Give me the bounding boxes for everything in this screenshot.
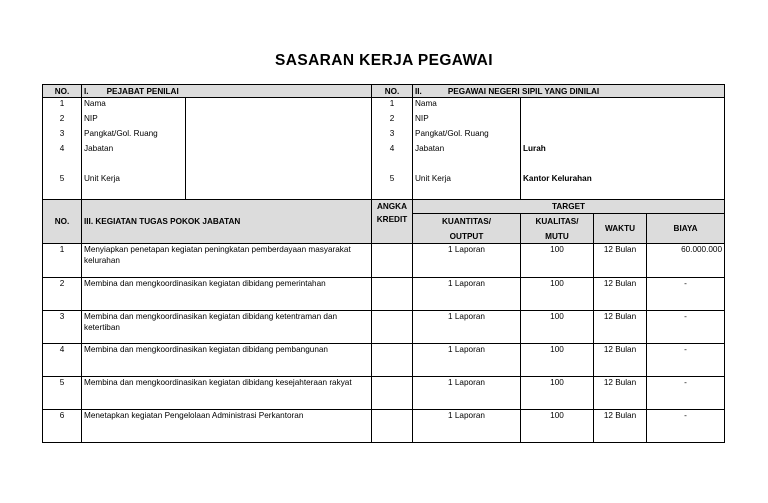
task-row: [43, 311, 725, 344]
task-row: [43, 377, 725, 410]
kuantitas-header: KUANTITAS/: [413, 214, 521, 230]
pns-dinilai-header: II. PEGAWAI NEGERI SIPIL YANG DINILAI: [413, 85, 725, 98]
pns-row-no: 1: [372, 98, 413, 113]
identity-row: [43, 128, 725, 143]
task-row: [43, 344, 725, 377]
output-header: OUTPUT: [413, 230, 521, 244]
task-description: Menetapkan kegiatan Pengelolaan Administrasi Perkantoran: [82, 410, 372, 443]
pns-field-pangkat: Pangkat/Gol. Ruang: [413, 128, 521, 143]
task-waktu: 12 Bulan: [594, 244, 647, 278]
task-output: 1 Laporan: [413, 344, 521, 377]
pejabat-no-header: NO.: [43, 85, 82, 98]
pns-row-no: 3: [372, 128, 413, 143]
identity-header-row: [43, 85, 725, 98]
pejabat-field-nama: Nama: [82, 98, 186, 113]
pejabat-values: [186, 98, 372, 200]
task-biaya: -: [647, 311, 725, 344]
task-waktu: 12 Bulan: [594, 278, 647, 311]
pns-row-no: 5: [372, 173, 413, 200]
task-waktu: 12 Bulan: [594, 344, 647, 377]
pejabat-row-no: 4: [43, 143, 82, 173]
task-mutu: 100: [521, 344, 594, 377]
pejabat-row-no: 1: [43, 98, 82, 113]
task-output: 1 Laporan: [413, 278, 521, 311]
task-output: 1 Laporan: [413, 410, 521, 443]
pns-field-unit-kerja: Unit Kerja: [413, 173, 521, 200]
task-no: 4: [43, 344, 82, 377]
angka-kredit-header: ANGKA KREDIT: [372, 200, 413, 244]
task-angka-kredit: [372, 377, 413, 410]
identity-row: [43, 113, 725, 128]
identity-row: [43, 173, 725, 200]
mutu-header: MUTU: [521, 230, 594, 244]
waktu-header: WAKTU: [594, 214, 647, 244]
pns-value-jabatan: Lurah: [521, 143, 725, 173]
task-description: Membina dan mengkoordinasikan kegiatan dibidang pemerintahan: [82, 278, 372, 311]
pns-value-nama: [521, 98, 725, 113]
task-mutu: 100: [521, 244, 594, 278]
task-description: Membina dan mengkoordinasikan kegiatan dibidang ketentraman dan ketertiban: [82, 311, 372, 344]
task-no: 2: [43, 278, 82, 311]
pns-value-pangkat: [521, 128, 725, 143]
task-waktu: 12 Bulan: [594, 410, 647, 443]
pns-row-no: 4: [372, 143, 413, 173]
skp-table: [42, 84, 725, 443]
task-angka-kredit: [372, 244, 413, 278]
task-output: 1 Laporan: [413, 311, 521, 344]
task-no: 5: [43, 377, 82, 410]
task-description: Menyiapkan penetapan kegiatan peningkatan pemberdayaan masyarakat kelurahan: [82, 244, 372, 278]
pejabat-field-nip: NIP: [82, 113, 186, 128]
pns-field-nip: NIP: [413, 113, 521, 128]
task-angka-kredit: [372, 344, 413, 377]
task-no: 6: [43, 410, 82, 443]
task-waktu: 12 Bulan: [594, 377, 647, 410]
task-no: 3: [43, 311, 82, 344]
pejabat-field-pangkat: Pangkat/Gol. Ruang: [82, 128, 186, 143]
pns-no-header: NO.: [372, 85, 413, 98]
task-angka-kredit: [372, 311, 413, 344]
pns-row-no: 2: [372, 113, 413, 128]
task-angka-kredit: [372, 278, 413, 311]
task-output: 1 Laporan: [413, 377, 521, 410]
task-mutu: 100: [521, 278, 594, 311]
tasks-title-header: III. KEGIATAN TUGAS POKOK JABATAN: [82, 200, 372, 244]
task-description: Membina dan mengkoordinasikan kegiatan dibidang pembangunan: [82, 344, 372, 377]
task-biaya: -: [647, 377, 725, 410]
pns-value-unit-kerja: Kantor Kelurahan: [521, 173, 725, 200]
target-header: TARGET: [413, 200, 725, 214]
tasks-header-row: [43, 200, 725, 214]
task-row: [43, 278, 725, 311]
task-biaya: -: [647, 410, 725, 443]
task-no: 1: [43, 244, 82, 278]
pns-field-jabatan: Jabatan: [413, 143, 521, 173]
pejabat-penilai-header: I. PEJABAT PENILAI: [82, 85, 372, 98]
identity-row: [43, 98, 725, 113]
document-title: SASARAN KERJA PEGAWAI: [275, 52, 493, 69]
task-biaya: -: [647, 344, 725, 377]
task-output: 1 Laporan: [413, 244, 521, 278]
pejabat-field-jabatan: Jabatan: [82, 143, 186, 173]
kualitas-header: KUALITAS/: [521, 214, 594, 230]
pejabat-row-no: 3: [43, 128, 82, 143]
tasks-no-header: NO.: [43, 200, 82, 244]
biaya-header: BIAYA: [647, 214, 725, 244]
task-row: [43, 410, 725, 443]
task-mutu: 100: [521, 377, 594, 410]
task-description: Membina dan mengkoordinasikan kegiatan dibidang kesejahteraan rakyat: [82, 377, 372, 410]
pns-value-nip: [521, 113, 725, 128]
task-biaya: 60.000.000: [647, 244, 725, 278]
identity-row: [43, 143, 725, 173]
task-waktu: 12 Bulan: [594, 311, 647, 344]
task-angka-kredit: [372, 410, 413, 443]
task-biaya: -: [647, 278, 725, 311]
task-mutu: 100: [521, 410, 594, 443]
pns-field-nama: Nama: [413, 98, 521, 113]
task-mutu: 100: [521, 311, 594, 344]
pejabat-row-no: 2: [43, 113, 82, 128]
task-row: [43, 244, 725, 278]
pejabat-field-unit-kerja: Unit Kerja: [82, 173, 186, 200]
pejabat-row-no: 5: [43, 173, 82, 200]
